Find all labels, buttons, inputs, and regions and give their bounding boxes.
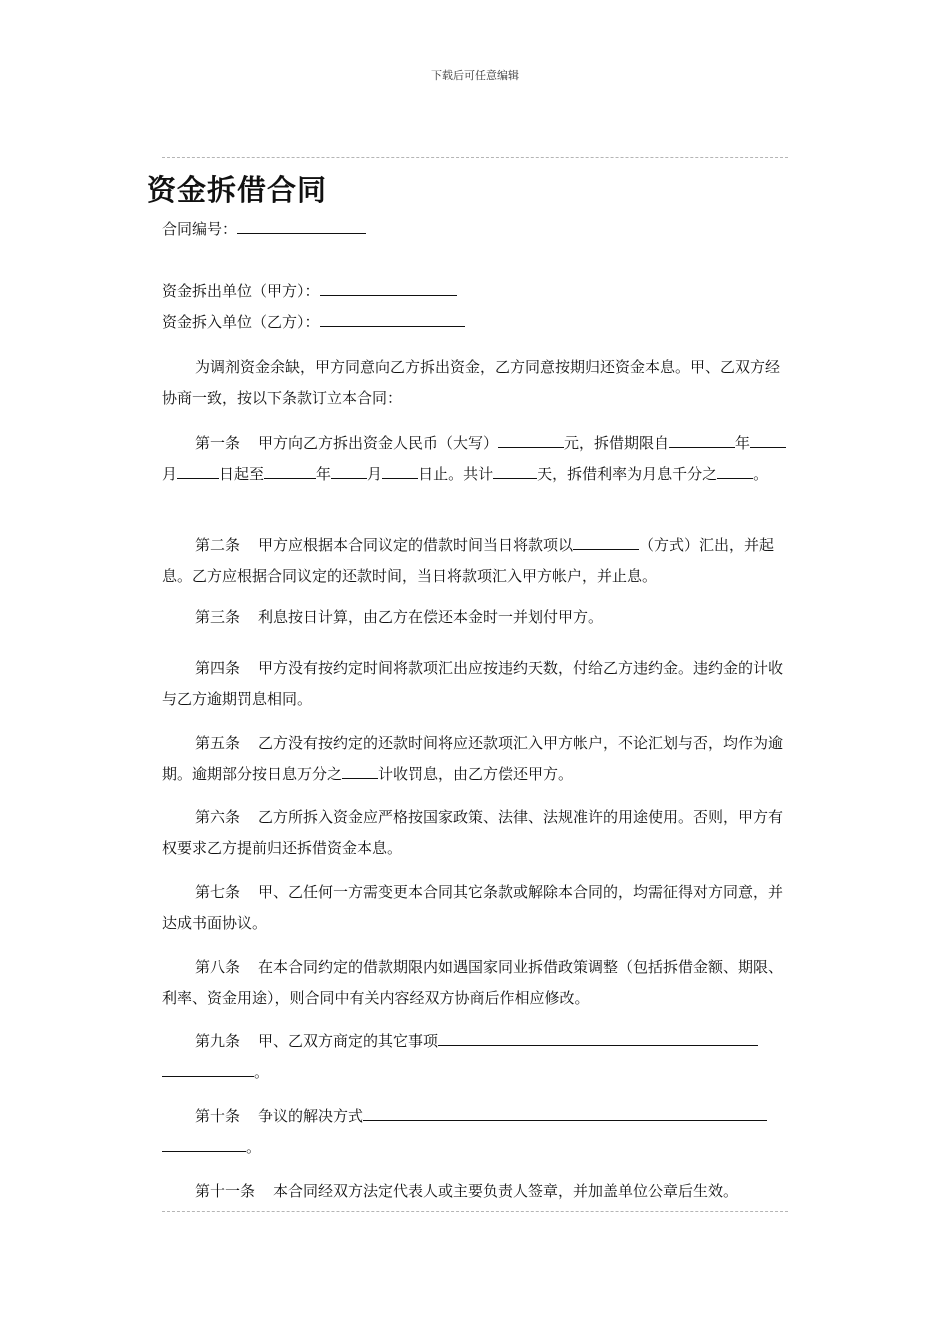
article-number: 第二条: [195, 536, 241, 554]
article-text: 利息按日计算，由乙方在偿还本金时一并划付甲方。: [258, 608, 604, 626]
article-text: 甲方应根据本合同议定的借款时间当日将款项以: [258, 536, 574, 554]
party-a-line: [162, 280, 457, 301]
article-number: 第一条: [195, 434, 241, 452]
contract-number-blank[interactable]: [237, 218, 366, 234]
article-text: 甲方没有按约定时间将款项汇出应按违约天数，付给乙方违约金。违约金的计收与乙方逾期罚息相同。: [162, 659, 784, 708]
contract-number-line: [162, 218, 366, 239]
article-2: [162, 530, 792, 592]
contract-number-label: 合同编号：: [162, 220, 238, 238]
end-day-blank[interactable]: [382, 463, 418, 479]
days-blank[interactable]: [493, 463, 537, 479]
other-matters-blank-cont[interactable]: [162, 1061, 254, 1077]
article-text: 计收罚息，由乙方偿还甲方。: [378, 765, 574, 783]
article-11: [162, 1176, 792, 1207]
amount-blank[interactable]: [498, 432, 564, 448]
article-text: 甲、乙双方商定的其它事项: [258, 1032, 439, 1050]
article-7: [162, 877, 792, 939]
start-day-blank[interactable]: [177, 463, 219, 479]
article-text: 元，拆借期限自: [564, 434, 670, 452]
article-text: 甲方向乙方拆出资金人民币（大写）: [258, 434, 499, 452]
penalty-rate-blank[interactable]: [342, 763, 378, 779]
party-a-label: 资金拆出单位（甲方）：: [162, 282, 320, 300]
article-5: [162, 728, 792, 790]
start-month-blank[interactable]: [750, 432, 786, 448]
article-8: [162, 952, 792, 1014]
article-text: 乙方所拆入资金应严格按国家政策、法律、法规准许的用途使用。否则，甲方有权要求乙方提前归还拆借资金本息。: [162, 808, 784, 857]
transfer-method-blank[interactable]: [573, 534, 639, 550]
end-month-blank[interactable]: [331, 463, 367, 479]
article-6: [162, 802, 792, 864]
article-text: 本合同经双方法定代表人或主要负责人签章，并加盖单位公章后生效。: [273, 1182, 739, 1200]
article-text: （方式）汇出，并起息。乙方应根据合同议定的还款时间，当日将款项汇入甲方帐户，并止息。: [162, 536, 775, 585]
article-4: [162, 653, 792, 715]
article-text: 月: [367, 465, 383, 483]
article-number: 第九条: [195, 1032, 241, 1050]
article-3: [162, 602, 792, 633]
other-matters-blank[interactable]: [438, 1030, 758, 1046]
article-1: [162, 428, 792, 490]
article-text: 在本合同约定的借款期限内如遇国家同业拆借政策调整（包括拆借金额、期限、利率、资金用途），则合同中有关内容经双方协商后作相应修改。: [162, 958, 784, 1007]
article-number: 第四条: [195, 659, 241, 677]
article-text: 乙方没有按约定的还款时间将应还款项汇入甲方帐户，不论汇划与否，均作为逾期。逾期部分按日息万分之: [162, 734, 784, 783]
article-number: 第八条: [195, 958, 241, 976]
party-b-label: 资金拆入单位（乙方）：: [162, 313, 320, 331]
interest-rate-blank[interactable]: [717, 463, 753, 479]
article-text: 日起至: [219, 465, 265, 483]
article-number: 第七条: [195, 883, 241, 901]
article-number: 第十一条: [195, 1182, 256, 1200]
party-b-blank[interactable]: [320, 311, 465, 327]
preamble-text: 为调剂资金余缺，甲方同意向乙方拆出资金，乙方同意按期归还资金本息。甲、乙双方经协商一致，按以下条款订立本合同：: [162, 358, 781, 407]
preamble: [162, 352, 792, 414]
bottom-divider: [162, 1211, 788, 1212]
document-title: 资金拆借合同: [147, 173, 328, 207]
article-text: 。: [753, 465, 769, 483]
article-text: 日止。共计: [418, 465, 494, 483]
start-year-blank[interactable]: [669, 432, 735, 448]
article-text: 甲、乙任何一方需变更本合同其它条款或解除本合同的，均需征得对方同意，并达成书面协议。: [162, 883, 784, 932]
article-text: 天，拆借利率为月息千分之: [537, 465, 718, 483]
party-a-blank[interactable]: [320, 280, 457, 296]
article-number: 第五条: [195, 734, 241, 752]
dispute-resolution-blank-cont[interactable]: [162, 1136, 246, 1152]
article-text: 。: [254, 1063, 270, 1081]
party-b-line: [162, 311, 465, 332]
top-divider: [162, 157, 788, 158]
article-text: 年: [735, 434, 751, 452]
dispute-resolution-blank[interactable]: [363, 1105, 767, 1121]
end-year-blank[interactable]: [264, 463, 316, 479]
article-text: 。: [246, 1138, 262, 1156]
article-number: 第三条: [195, 608, 241, 626]
article-10: [162, 1101, 792, 1163]
article-text: 年: [316, 465, 332, 483]
header-note: 下载后可任意编辑: [431, 69, 519, 82]
article-9: [162, 1026, 792, 1088]
article-number: 第六条: [195, 808, 241, 826]
article-number: 第十条: [195, 1107, 241, 1125]
article-text: 争议的解决方式: [258, 1107, 364, 1125]
article-text: 月: [162, 465, 178, 483]
